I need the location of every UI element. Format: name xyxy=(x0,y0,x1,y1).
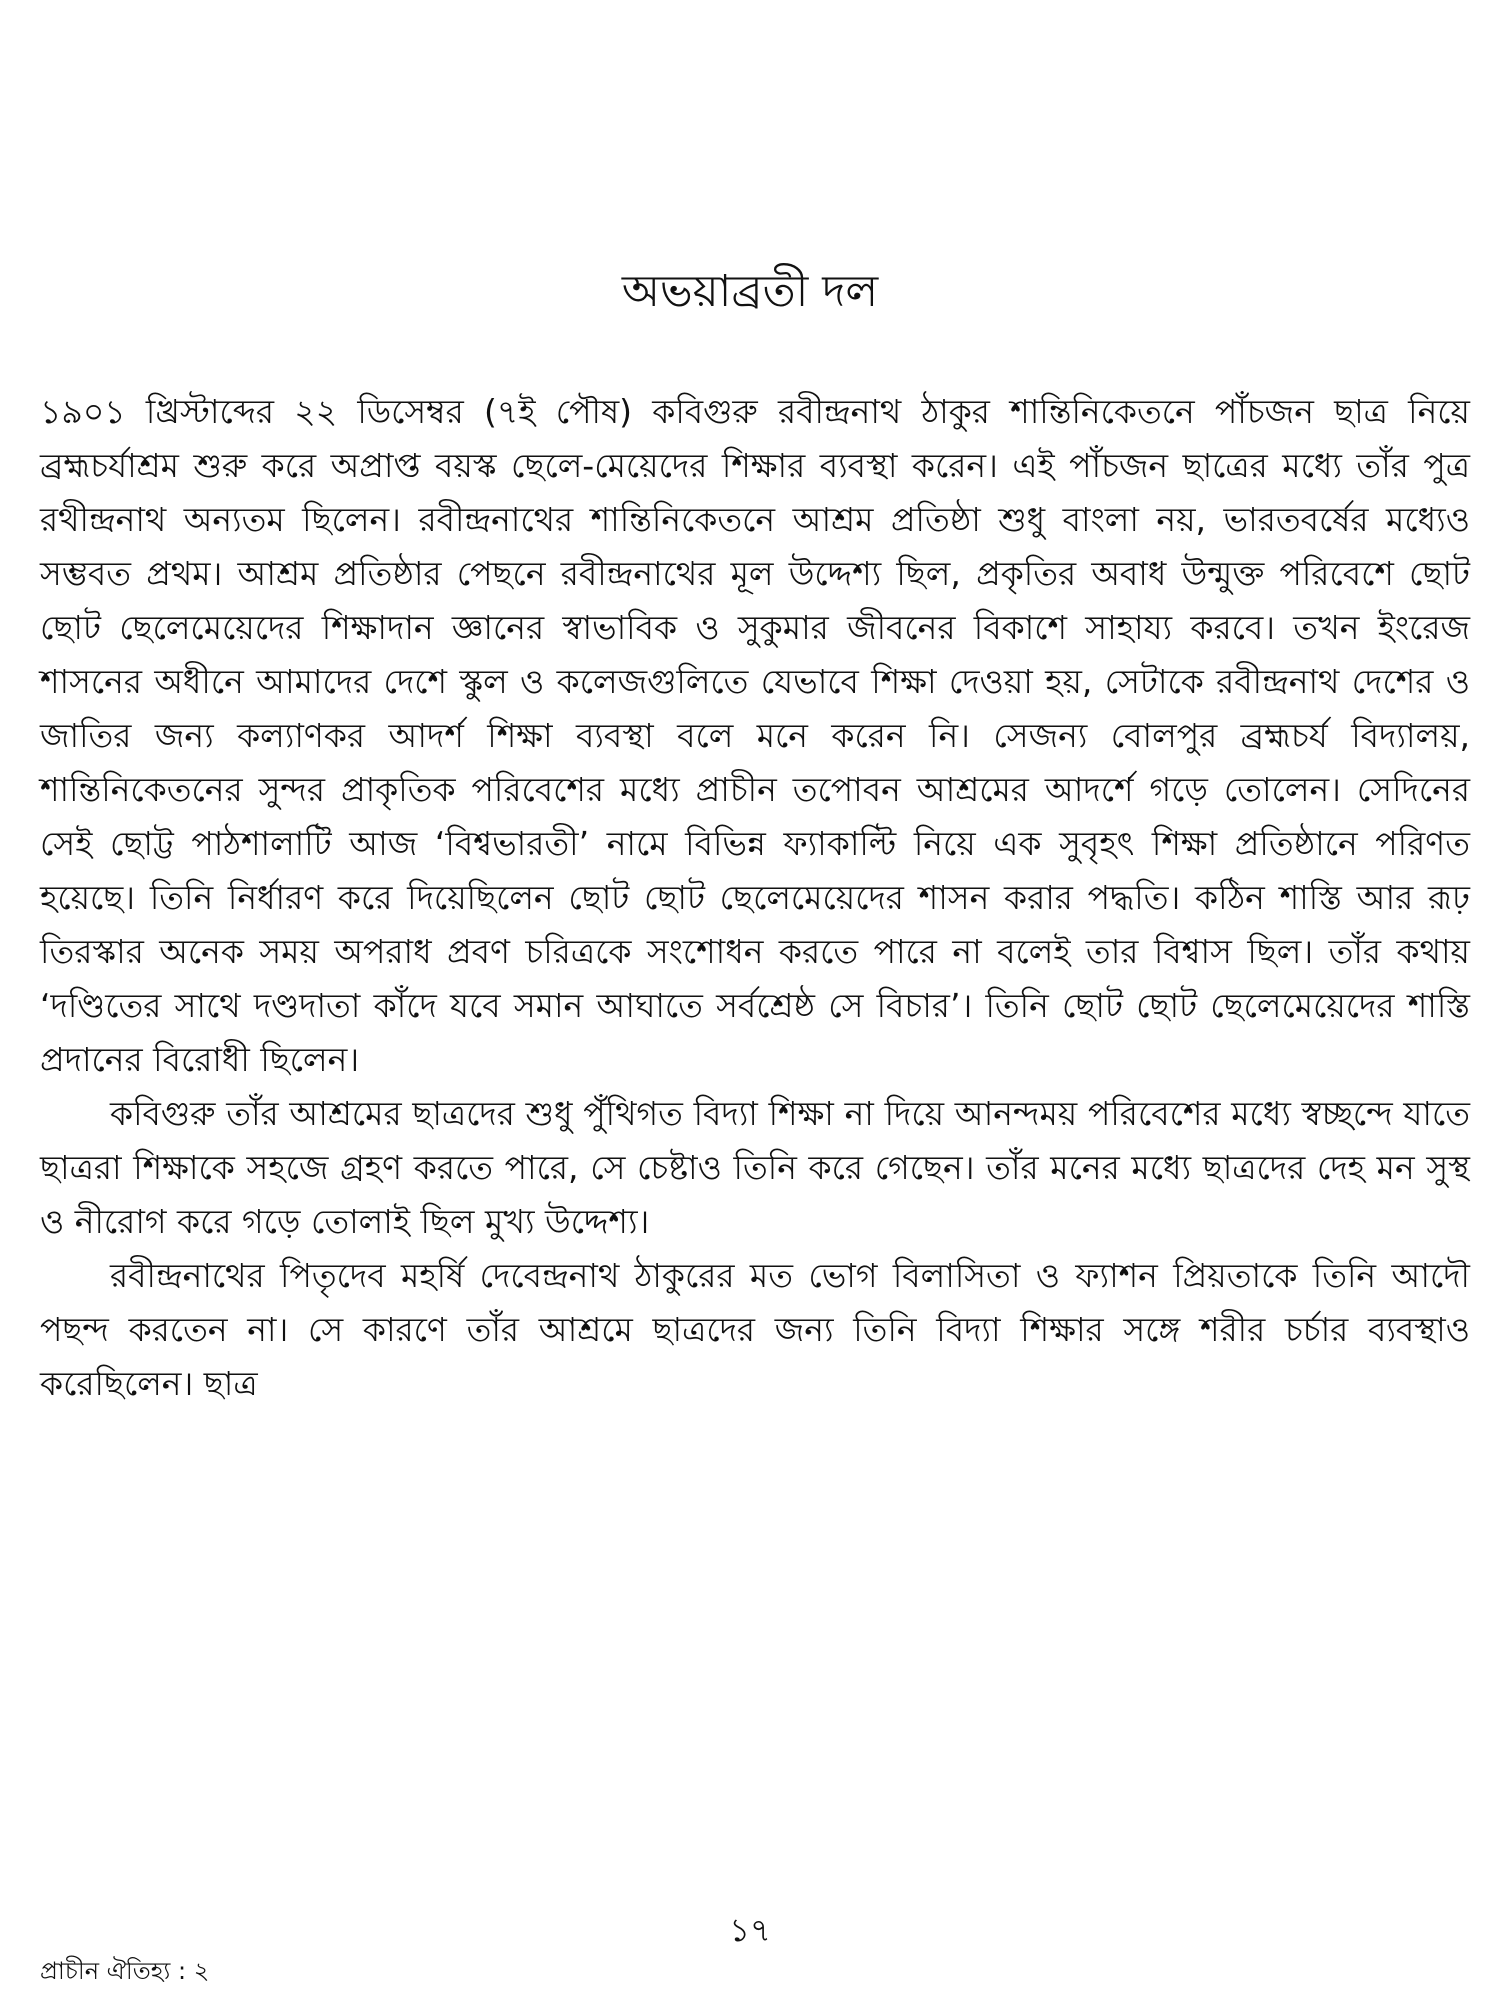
page-number: ১৭ xyxy=(729,1911,771,1949)
body-text xyxy=(40,385,1470,1411)
running-footer: প্রাচীন ঐতিহ্য : ২ xyxy=(40,1957,210,1985)
paragraph-3: রবীন্দ্রনাথের পিতৃদেব মহর্ষি দেবেন্দ্রনাথ ঠাকুরের মত ভোগ বিলাসিতা ও ফ্যাশন প্রিয়তাকে তিনি আদৌ পছন্দ করতেন না। সে কারণে তাঁর আশ্রমে ছাত্রদের জন্য তিনি বিদ্যা শিক্ষার সঙ্গে শরীর চর্চার ব্যবস্থাও করেছিলেন। ছাত্র xyxy=(40,1256,1470,1403)
paragraph-2: কবিগুরু তাঁর আশ্রমের ছাত্রদের শুধু পুঁথিগত বিদ্যা শিক্ষা না দিয়ে আনন্দময় পরিবেশের মধ্যে স্বচ্ছন্দে যাতে ছাত্ররা শিক্ষাকে সহজে গ্রহণ করতে পারে, সে চেষ্টাও তিনি করে গেছেন। তাঁর মনের মধ্যে ছাত্রদের দেহ মন সুস্থ ও নীরোগ করে গড়ে তোলাই ছিল মুখ্য উদ্দেশ্য। xyxy=(40,1094,1470,1241)
chapter-title: অভয়াব্রতী দল xyxy=(621,266,879,317)
paragraph-1: ১৯০১ খ্রিস্টাব্দের ২২ ডিসেম্বর (৭ই পৌষ) কবিগুরু রবীন্দ্রনাথ ঠাকুর শান্তিনিকেতনে পাঁচজন ছাত্র নিয়ে ব্রহ্মচর্যাশ্রম শুরু করে অপ্রাপ্ত বয়স্ক ছেলে-মেয়েদের শিক্ষার ব্যবস্থা করেন। এই পাঁচজন ছাত্রের মধ্যে তাঁর পুত্র রথীন্দ্রনাথ অন্যতম ছিলেন। রবীন্দ্রনাথের শান্তিনিকেতনে আশ্রম প্রতিষ্ঠা শুধু বাংলা নয়, ভারতবর্ষের মধ্যেও সম্ভবত প্রথম। আশ্রম প্রতিষ্ঠার পেছনে রবীন্দ্রনাথের মূল উদ্দেশ্য ছিল, প্রকৃতির অবাধ উন্মুক্ত পরিবেশে ছোট ছোট ছেলেমেয়েদের শিক্ষাদান জ্ঞানের স্বাভাবিক ও সুকুমার জীবনের বিকাশে সাহায্য করবে। তখন ইংরেজ শাসনের অধীনে আমাদের দেশে স্কুল ও কলেজগুলিতে যেভাবে শিক্ষা দেওয়া হয়, সেটাকে রবীন্দ্রনাথ দেশের ও জাতির জন্য কল্যাণকর আদর্শ শিক্ষা ব্যবস্থা বলে মনে করেন নি। সেজন্য বোলপুর ব্রহ্মচর্য বিদ্যালয়, শান্তিনিকেতনের সুন্দর প্রাকৃতিক পরিবেশের মধ্যে প্রাচীন তপোবন আশ্রমের আদর্শে গড়ে তোলেন। সেদিনের সেই ছোট্ট পাঠশালাটি আজ ‘বিশ্বভারতী’ নামে বিভিন্ন ফ্যাকাল্টি নিয়ে এক সুবৃহৎ শিক্ষা প্রতিষ্ঠানে পরিণত হয়েছে। তিনি নির্ধারণ করে দিয়েছিলেন ছোট ছোট ছেলেমেয়েদের শাসন করার পদ্ধতি। কঠিন শাস্তি আর রূঢ় তিরস্কার অনেক সময় অপরাধ প্রবণ চরিত্রকে সংশোধন করতে পারে না বলেই তার বিশ্বাস ছিল। তাঁর কথায় ‘দণ্ডিতের সাথে দণ্ডদাতা কাঁদে যবে সমান আঘাতে সর্বশ্রেষ্ঠ সে বিচার’। তিনি ছোট ছোট ছেলেমেয়েদের শাস্তি প্রদানের বিরোধী ছিলেন। xyxy=(40,392,1470,1079)
